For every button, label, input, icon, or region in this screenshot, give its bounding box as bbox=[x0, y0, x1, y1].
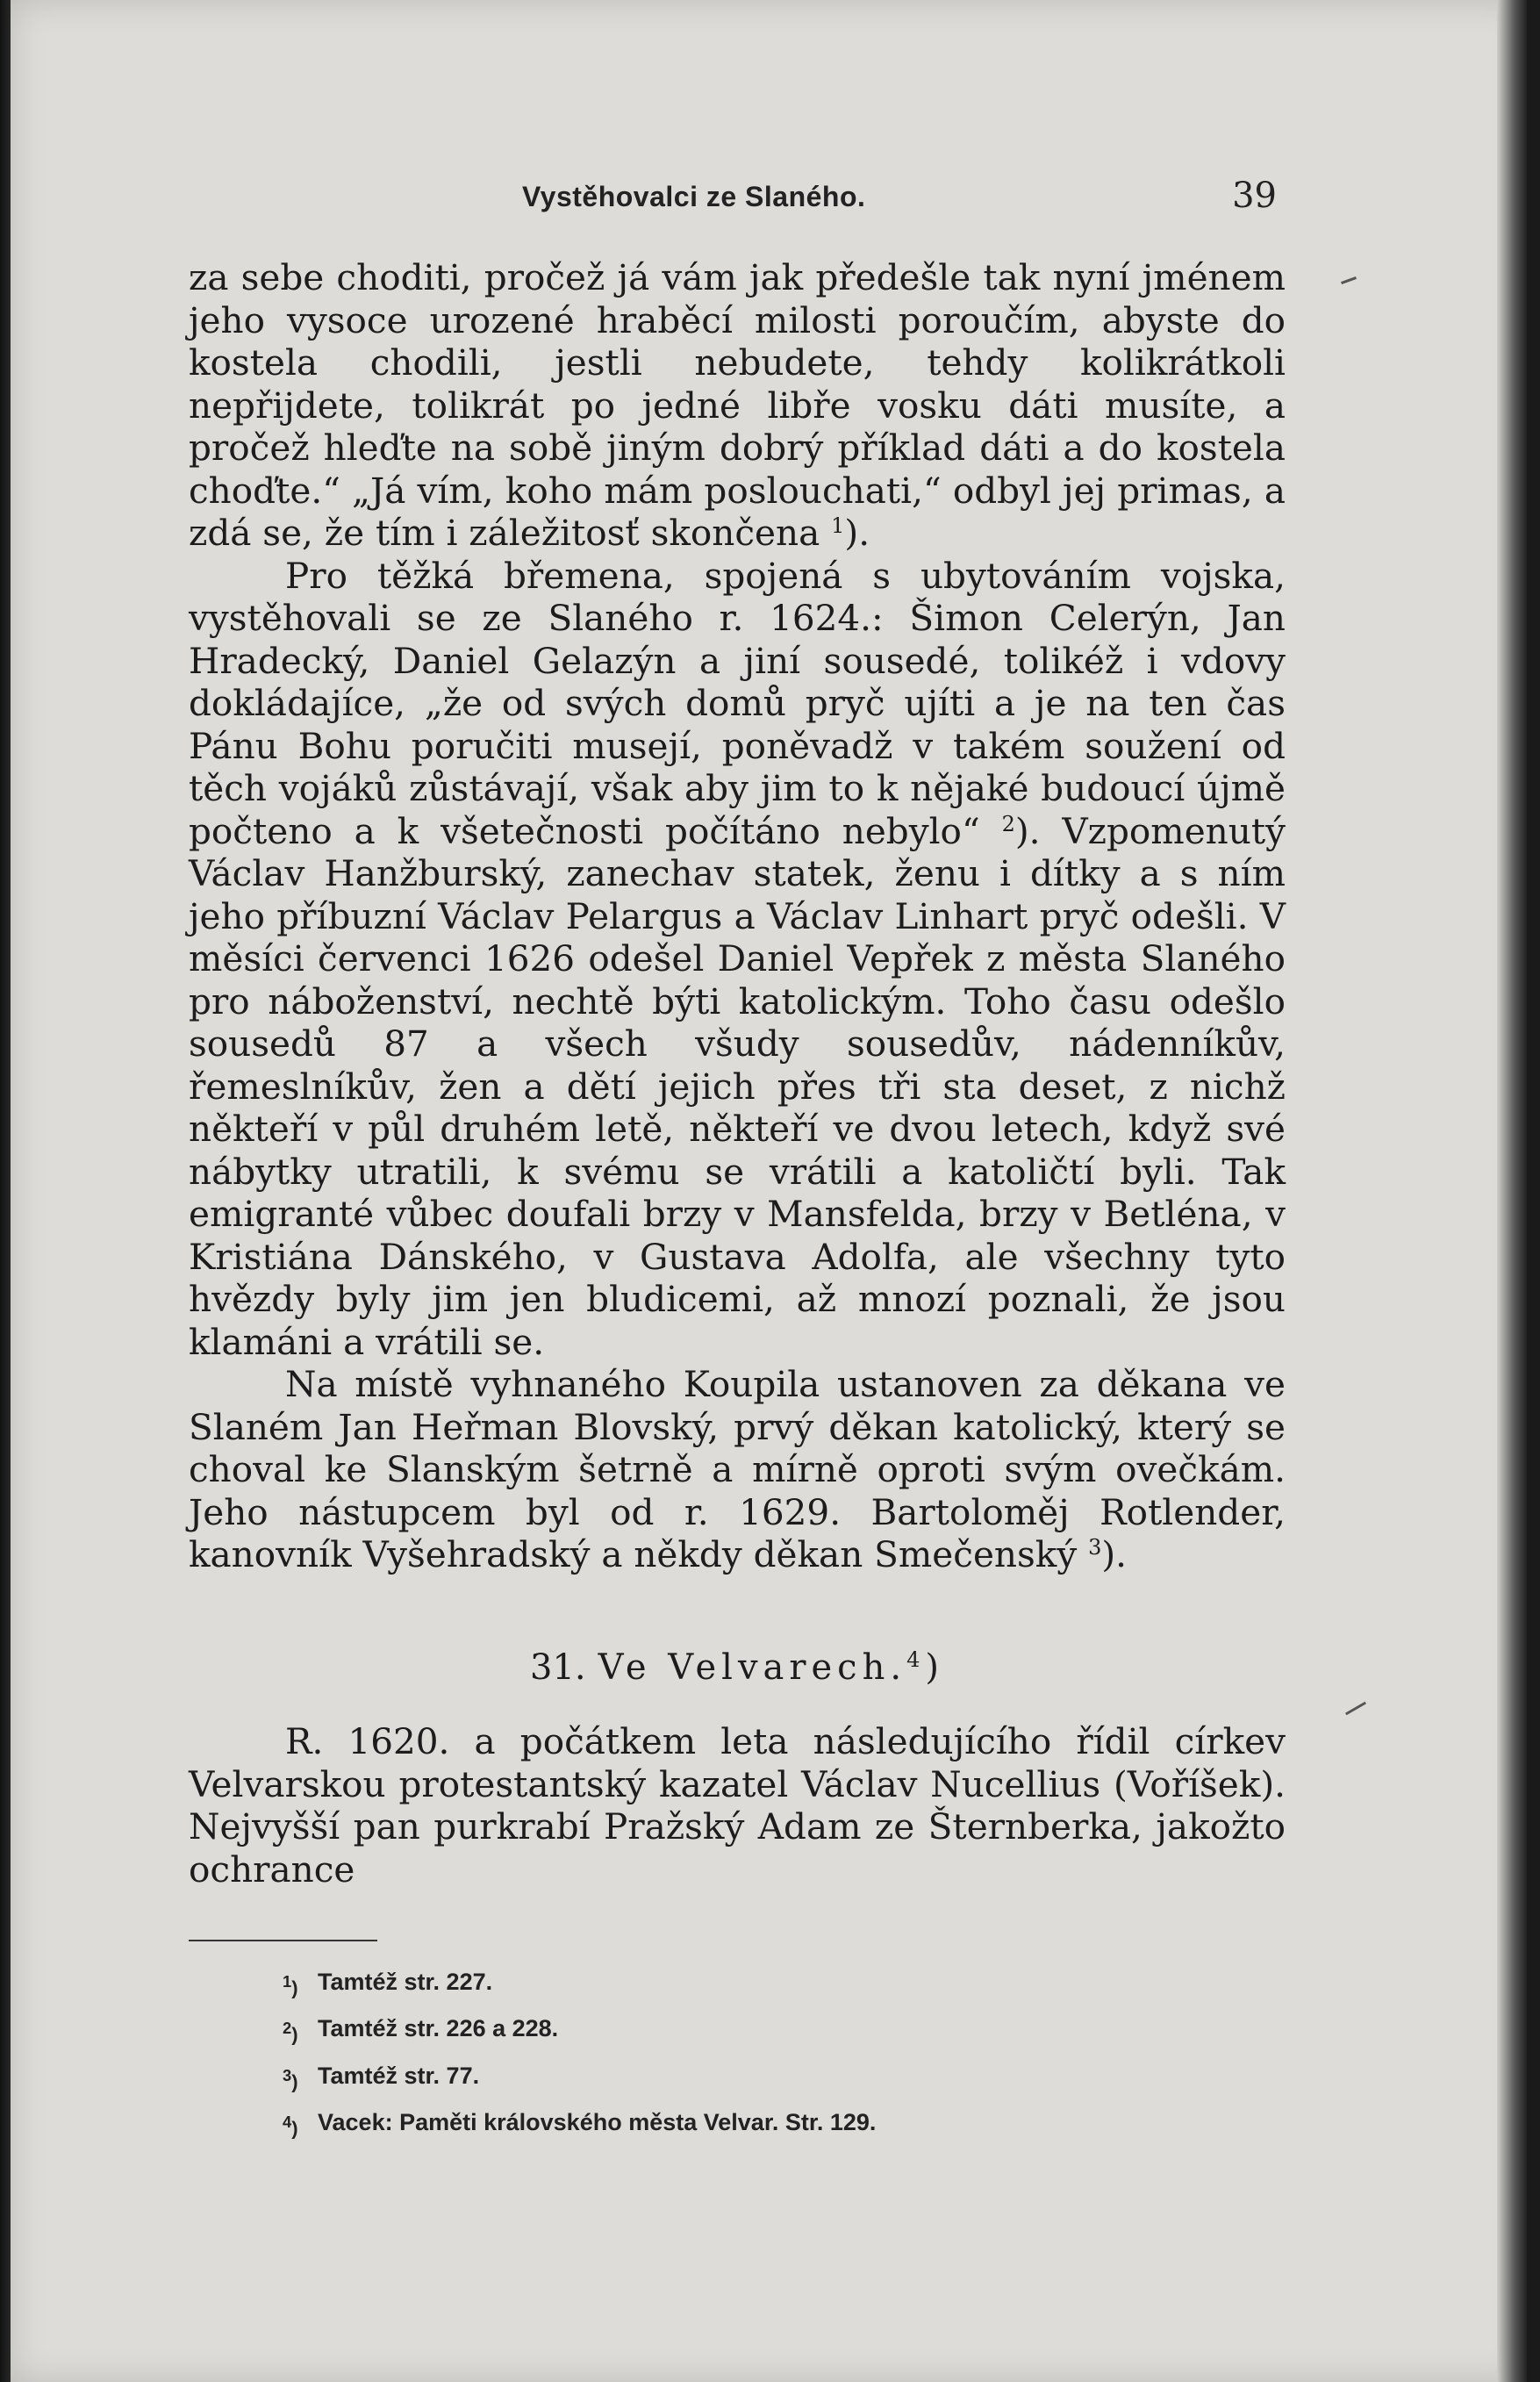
footnote-2 bbox=[283, 2008, 1248, 2055]
footnote-mark-paren: ) bbox=[291, 2023, 298, 2046]
footnote-3 bbox=[283, 2056, 1248, 2102]
footnote-mark: 3 bbox=[283, 2065, 292, 2084]
paragraph-2 bbox=[189, 555, 1286, 1364]
footnote-text: Tamtéž str. 227. bbox=[318, 1969, 493, 1995]
footnote-4 bbox=[283, 2102, 1248, 2149]
footnote-text: Tamtéž str. 226 a 228. bbox=[318, 2015, 559, 2042]
footnote-mark: 4 bbox=[283, 2112, 292, 2131]
footnote-ref-close: ) bbox=[925, 1647, 944, 1688]
section-heading bbox=[189, 1647, 1286, 1690]
section-paragraph: R. 1620. a počátkem leta následujícího řídil církev Velvarskou protestantský kazatel Václav Nucellius (Voříšek). Nejvyšší pan purkrabí Pražský Adam ze Šternberka, jakožto ochrance bbox=[189, 1720, 1286, 1891]
page-edge-shadow bbox=[1497, 0, 1527, 2382]
page-number: 39 bbox=[1232, 176, 1277, 216]
page-header bbox=[189, 174, 1277, 226]
footnote-mark-paren: ) bbox=[291, 1977, 298, 1999]
paragraph-1 bbox=[189, 256, 1286, 555]
running-title: Vystěhovalci ze Slaného. bbox=[522, 181, 866, 212]
footnote-ref-2: 2 bbox=[1001, 811, 1015, 836]
paragraph-text: za sebe choditi, pročež já vám jak předešle tak nyní jménem jeho vysoce urozené hraběcí milosti poroučím, abyste do kostela chodili, jestli nebudete, tehdy kolikrátkoli nepřijdete, tolikrát po jedné libře vosku dáti musíte, a pročež hleďte na sobě jiným dobrý příklad dáti a do kostela choďte.“ „Já vím, koho mám poslouchati,“ odbyl jej primas, a zdá se, že tím i záležitosť skončena bbox=[189, 256, 1286, 554]
footnote-ref-close: ). bbox=[844, 512, 870, 554]
footnote-ref-close: ). bbox=[1101, 1533, 1128, 1575]
paragraph-continuation: ). Vzpomenutý Václav Hanžburský, zanechav statek, ženu i dítky a s ním jeho příbuzní Václav Pelargus a Václav Linhart pryč odešli. V měsíci červenci 1626 odešel Daniel Vepřek z města Slaného pro náboženství, nechtě býti katolickým. Toho času odešlo sousedů 87 a všech všudy sousedův, nádenníkův, řemeslníkův, žen a dětí jejich přes tři sta deset, z nichž někteří v půl druhém letě, někteří ve dvou letech, když své nábytky utratili, k svému se vrátili a katoličtí byli. Tak emigranté vůbec doufali brzy v Mansfelda, brzy v Betléna, v Kristiána Dánského, v Gustava Adolfa, ale všechny tyto hvězdy byly jim jen bludicemi, až mnozí poznali, že jsou klamáni a vrátili se. bbox=[189, 809, 1286, 1363]
footnote-mark-paren: ) bbox=[291, 2070, 298, 2092]
footnote-divider bbox=[189, 1940, 377, 1941]
footnote-ref-4: 4 bbox=[906, 1647, 926, 1672]
paragraph-text: Na místě vyhnaného Koupila ustanoven za děkana ve Slaném Jan Heřman Blovský, prvý děkan katolický, který se choval ke Slanským šetrně a mírně oproti svým ovečkám. Jeho nástupcem byl od r. 1629. Bartoloměj Rotlender, kanovník Vyšehradský a někdy děkan Smečenský bbox=[189, 1363, 1286, 1575]
section-title: Ve Velvarech. bbox=[598, 1647, 907, 1688]
footnote-ref-3: 3 bbox=[1088, 1535, 1102, 1560]
footnote-text: Vacek: Paměti královského města Velvar. Str. 129. bbox=[318, 2108, 877, 2135]
footnote-mark: 1 bbox=[283, 1972, 292, 1991]
footnote-ref-1: 1 bbox=[831, 513, 845, 538]
footnote-text: Tamtéž str. 77. bbox=[318, 2062, 480, 2089]
main-text bbox=[189, 256, 1286, 1891]
footnote-1 bbox=[283, 1962, 1248, 2008]
footnote-mark-paren: ) bbox=[291, 2117, 298, 2140]
paragraph-text: Pro těžká břemena, spojená s ubytováním vojska, vystěhovali se ze Slaného r. 1624.: Šimon Celerýn, Jan Hradecký, Daniel Gelazýn a jiní sousedé, tolikéž i vdovy dokládajíce, „že od svých domů pryč ujíti a je na ten čas Pánu Bohu poručiti musejí, poněvadž v takém soužení od těch vojáků zůstávají, však aby jim to k nějaké budoucí újmě počteno a k všetečnosti počítáno nebylo“ bbox=[189, 554, 1286, 852]
paragraph-3 bbox=[189, 1363, 1286, 1576]
footnote-mark: 2 bbox=[283, 2019, 292, 2038]
footnotes bbox=[283, 1962, 1248, 2149]
section-number: 31. bbox=[530, 1647, 586, 1688]
